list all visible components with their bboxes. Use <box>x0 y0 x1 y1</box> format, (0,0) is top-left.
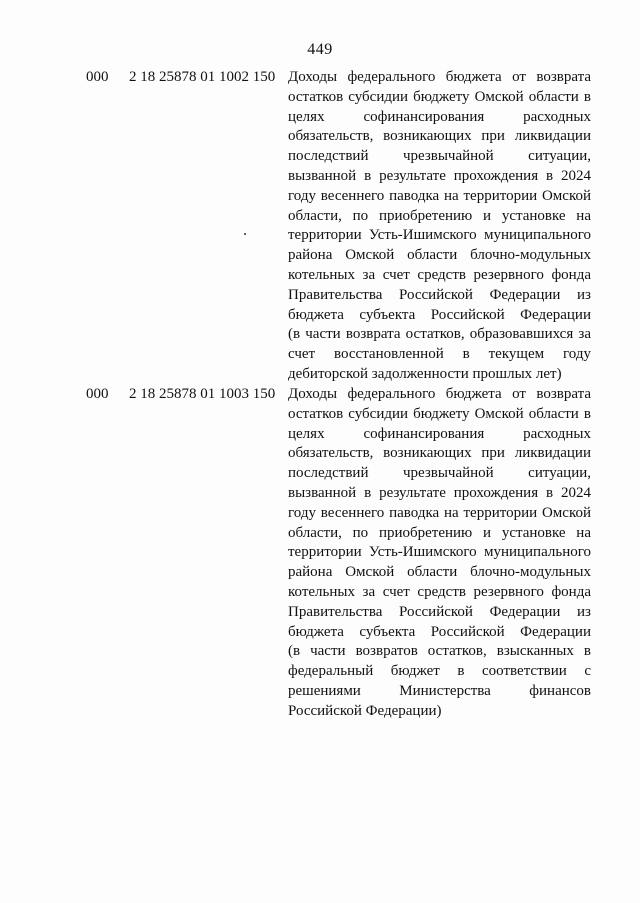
description-line: счет восстановленной в текущем году <box>288 346 591 363</box>
description-line: (в части возвратов остатков, взысканных в <box>288 643 591 660</box>
page-number: 449 <box>307 41 333 58</box>
description-line: области, по приобретению и установке на <box>288 524 591 541</box>
description-line: остатков субсидии бюджету Омской области в <box>288 88 591 105</box>
description-line: вызванной в результате прохождения в 2024 <box>288 484 591 501</box>
description-line: Доходы федерального бюджета от возврата <box>288 69 591 85</box>
description-line: котельных за счет средств резервного фонда <box>288 266 591 283</box>
description-line: обязательств, возникающих при ликвидации <box>288 445 591 462</box>
description-line: Российской Федерации) <box>288 702 442 719</box>
description-line: последствий чрезвычайной ситуации, <box>288 465 591 482</box>
description-line: территории Усть-Ишимского муниципального <box>288 544 591 561</box>
description-line: (в части возврата остатков, образовавшихся за <box>288 326 591 343</box>
description-line: Правительства Российской Федерации из <box>288 286 591 303</box>
description-line: последствий чрезвычайной ситуации, <box>288 148 591 165</box>
entry-description <box>288 68 591 385</box>
kbk-code: 2 18 25878 01 1002 150 <box>129 69 276 85</box>
admin-code: 000 <box>86 386 109 402</box>
kbk-code: 2 18 25878 01 1003 150 <box>129 386 276 402</box>
description-line: территории Усть-Ишимского муниципального <box>288 227 591 244</box>
description-line: году весеннего паводка на территории Омской <box>288 504 591 521</box>
description-line: района Омской области блочно-модульных <box>288 247 591 264</box>
description-line: Доходы федерального бюджета от возврата <box>288 386 591 402</box>
description-line: целях софинансирования расходных <box>288 425 591 442</box>
description-line: дебиторской задолженности прошлых лет) <box>288 365 562 382</box>
description-line: целях софинансирования расходных <box>288 108 591 125</box>
description-line: Правительства Российской Федерации из <box>288 603 591 620</box>
description-line: решениями Министерства финансов <box>288 682 591 699</box>
description-line: бюджета субъекта Российской Федерации <box>288 623 591 640</box>
description-line: обязательств, возникающих при ликвидации <box>288 128 591 145</box>
scan-speck <box>244 233 246 235</box>
description-line: остатков субсидии бюджету Омской области в <box>288 405 591 422</box>
admin-code: 000 <box>86 69 109 85</box>
description-line: района Омской области блочно-модульных <box>288 564 591 581</box>
description-line: бюджета субъекта Российской Федерации <box>288 306 591 323</box>
description-line: области, по приобретению и установке на <box>288 207 591 224</box>
description-line: федеральный бюджет в соответствии с <box>288 663 591 680</box>
description-line: году весеннего паводка на территории Омской <box>288 187 591 204</box>
entry-description <box>288 385 591 722</box>
description-line: вызванной в результате прохождения в 2024 <box>288 167 591 184</box>
description-line: котельных за счет средств резервного фонда <box>288 583 591 600</box>
